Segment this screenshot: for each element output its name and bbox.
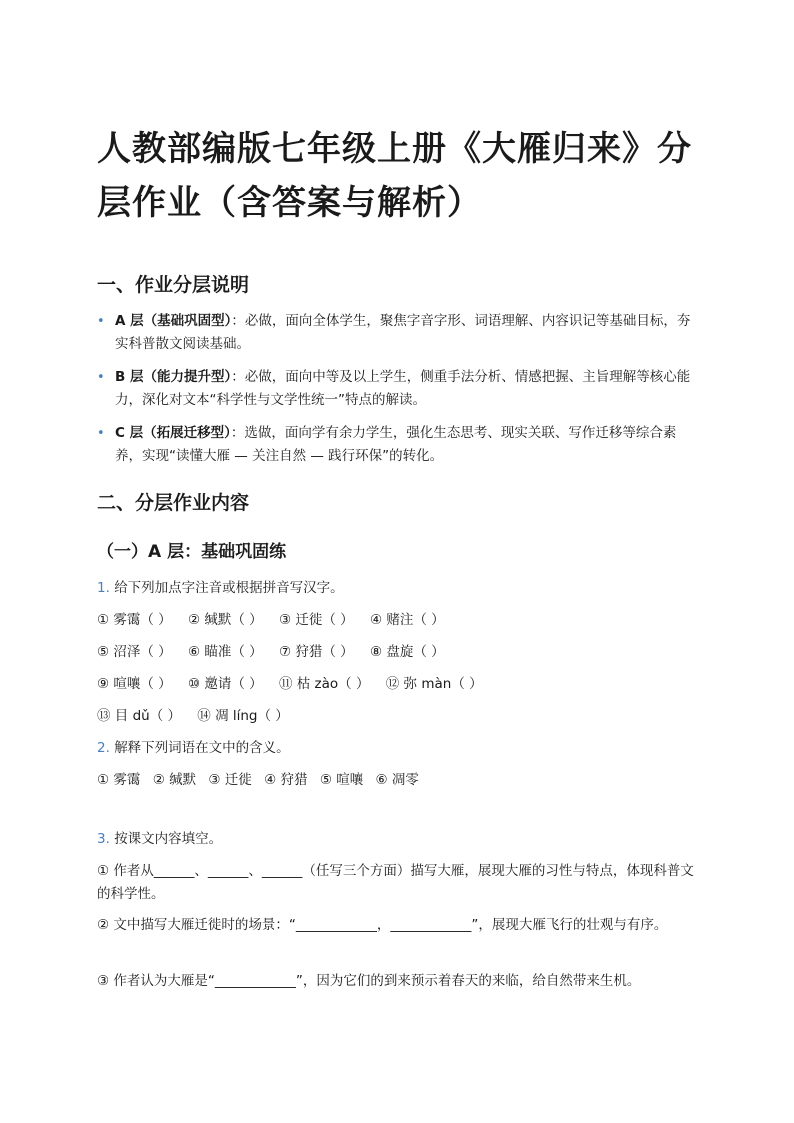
list-item: ② 缄默（ ）	[187, 612, 263, 628]
question-1-prompt	[97, 577, 344, 599]
list-item: ⑥ 凋零	[375, 772, 419, 788]
document-title: 人教部编版七年级上册《大雁归来》分层作业（含答案与解析）	[97, 129, 692, 223]
list-item: ⑭ 凋 líng（ ）	[197, 708, 289, 724]
layer-c-heading: C 层（拓展迁移型）	[115, 425, 231, 441]
layer-a-heading: A 层（基础巩固型）	[115, 313, 232, 329]
question-2-terms	[97, 769, 427, 791]
question-number: 2.	[97, 740, 110, 756]
list-item: ① 雾霭（ ）	[97, 612, 172, 628]
list-item: ⑥ 瞄准（ ）	[187, 644, 263, 660]
question-number: 1.	[97, 580, 110, 596]
list-item	[97, 422, 697, 468]
question-text: 按课文内容填空。	[114, 831, 223, 847]
question-1-row-2	[97, 641, 457, 663]
list-item: ⑪ 枯 zào（ ）	[278, 676, 370, 692]
question-3-blank-2: ② 文中描写大雁迁徙时的场景：“____________，____________”，展现大雁飞行的壮观与有序。	[97, 917, 668, 933]
section-heading-explanation: 一、作业分层说明	[97, 274, 250, 296]
list-item	[97, 366, 697, 412]
section-heading-content: 二、分层作业内容	[97, 492, 250, 514]
layer-b-text: ：必做，面向中等及以上学生，侧重手法分析、情感把握、主旨理解等核心能力，深化对文本“科学性与文学性统一”特点的解读。	[115, 369, 691, 408]
layer-b-heading: B 层（能力提升型）	[115, 369, 232, 385]
list-item: ⑩ 邀请（ ）	[187, 676, 263, 692]
bullet-icon: •	[97, 426, 105, 441]
list-item: ② 缄默	[152, 772, 197, 788]
layer-a-text: ：必做，面向全体学生，聚焦字音字形、词语理解、内容识记等基础目标，夯实科普散文阅读基础。	[115, 313, 691, 352]
question-3-blank-3: ③ 作者认为大雁是“____________”，因为它们的到来预示着春天的来临，给自然带来生机。	[97, 973, 641, 989]
layer-c-text: ：选做，面向学有余力学生，强化生态思考、现实关联、写作迁移等综合素养，实现“读懂大雁 — 关注自然 — 践行环保”的转化。	[115, 425, 677, 464]
layer-description-list	[97, 310, 697, 478]
list-item	[97, 310, 697, 356]
list-item: ⑤ 喧嚷	[319, 772, 364, 788]
question-text: 解释下列词语在文中的含义。	[114, 740, 290, 756]
bullet-icon: •	[97, 370, 105, 385]
question-3-prompt	[97, 828, 222, 850]
list-item: ⑧ 盘旋（ ）	[369, 644, 445, 660]
question-2-prompt	[97, 737, 290, 759]
question-1-row-4	[97, 705, 301, 727]
list-item: ⑦ 狩猎（ ）	[278, 644, 354, 660]
bullet-icon: •	[97, 314, 105, 329]
list-item: ③ 迁徙（ ）	[278, 612, 354, 628]
list-item: ⑨ 喧嚷（ ）	[97, 676, 172, 692]
question-1-row-1	[97, 609, 457, 631]
list-item: ⑬ 目 dǔ（ ）	[97, 708, 181, 724]
question-3-blank-1: ① 作者从______、______、______（任写三个方面）描写大雁，展现大雁的习性与特点，体现科普文的科学性。	[97, 863, 694, 902]
list-item: ④ 狩猎	[264, 772, 308, 788]
list-item: ① 雾霭	[97, 772, 141, 788]
subsection-heading-a: （一）A 层：基础巩固练	[97, 542, 287, 562]
question-number: 3.	[97, 831, 110, 847]
question-text: 给下列加点字注音或根据拼音写汉字。	[114, 580, 344, 596]
question-1-row-3	[97, 673, 495, 695]
list-item: ⑤ 沼泽（ ）	[97, 644, 172, 660]
list-item: ③ 迁徙	[208, 772, 252, 788]
list-item: ④ 赌注（ ）	[369, 612, 445, 628]
list-item: ⑫ 弥 màn（ ）	[385, 676, 483, 692]
